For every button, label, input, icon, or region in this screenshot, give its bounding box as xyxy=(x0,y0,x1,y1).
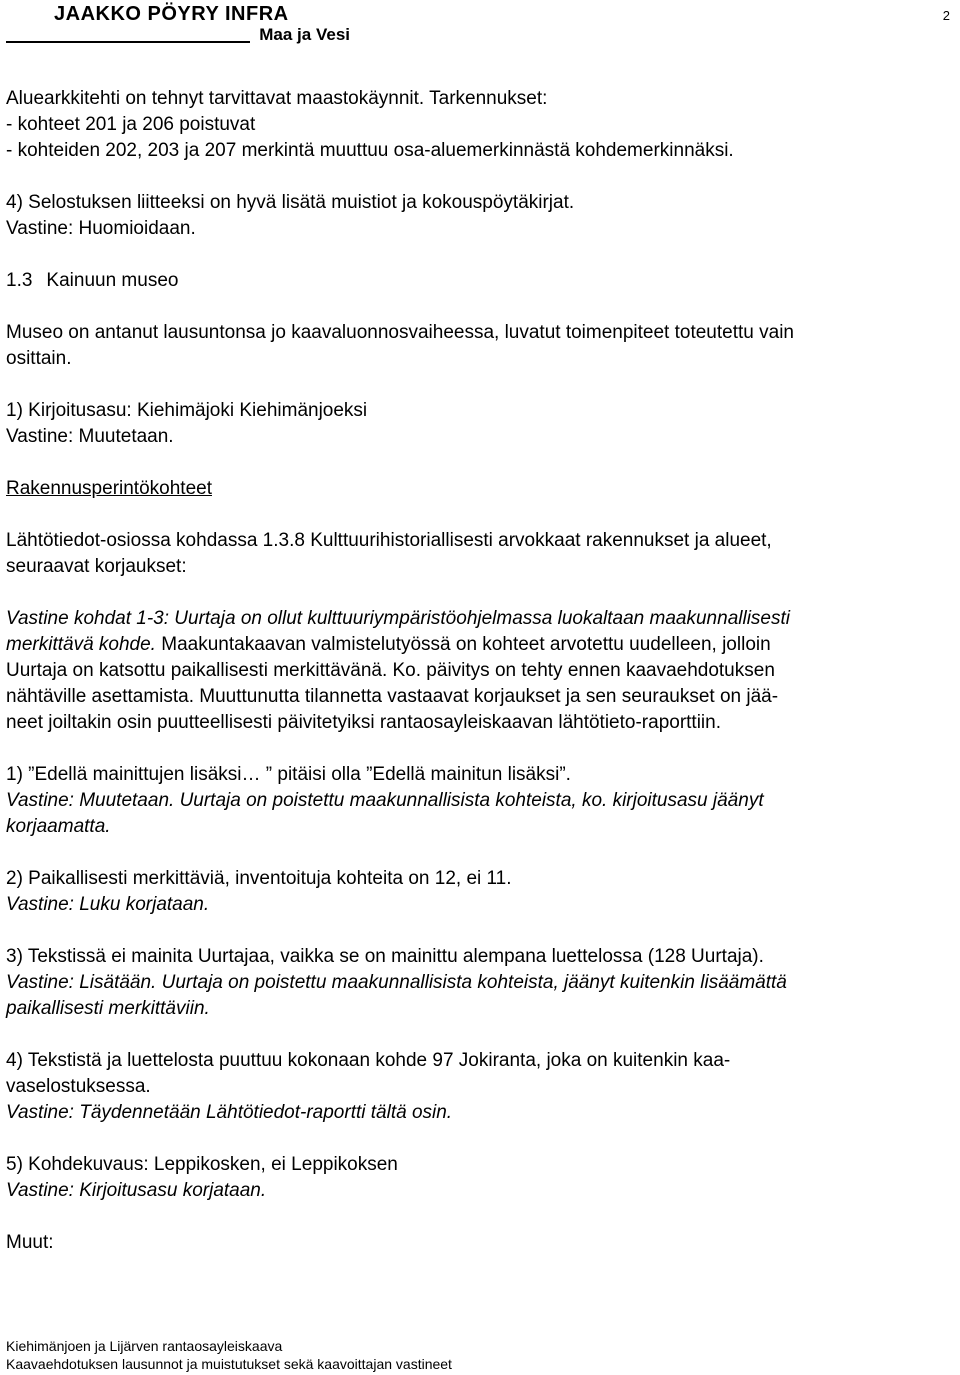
text-line: Aluearkkitehti on tehnyt tarvittavat maastokäynnit. Tarkennukset: xyxy=(6,88,548,109)
text-line: Vastine: Luku korjataan. xyxy=(6,894,210,915)
document-body xyxy=(6,86,958,1256)
text-fragment: Maakuntakaavan valmistelutyössä on kohteet arvotettu uudelleen, jolloin xyxy=(155,634,771,655)
text-line: paikallisesti merkittäviin. xyxy=(6,998,210,1019)
text-line: 3) Tekstissä ei mainita Uurtajaa, vaikka se on mainittu alempana luettelossa (128 Uurtaja). xyxy=(6,946,764,967)
text-line: Vastine: Muutetaan. xyxy=(6,426,174,447)
text-line: Uurtaja on katsottu paikallisesti merkittävänä. Ko. päivitys on tehty ennen kaavaehdotuksen xyxy=(6,660,775,681)
footer-line: Kiehimänjoen ja Lijärven rantaosayleiskaava xyxy=(6,1338,283,1354)
text-line: 2) Paikallisesti merkittäviä, inventoituja kohteita on 12, ei 11. xyxy=(6,868,512,889)
company-logo xyxy=(54,4,350,44)
logo-line-1: JAAKKO PÖYRY INFRA xyxy=(54,3,289,25)
text-line: vaselostuksessa. xyxy=(6,1076,151,1097)
text-line: 1) ”Edellä mainittujen lisäksi… ” pitäisi olla ”Edellä mainitun lisäksi”. xyxy=(6,764,571,785)
text-line: Lähtötiedot-osiossa kohdassa 1.3.8 Kulttuurihistoriallisesti arvokkaat rakennukset ja alueet, xyxy=(6,530,772,551)
logo-line-2: Maa ja Vesi xyxy=(259,25,350,44)
text-line xyxy=(6,632,958,658)
page-number: 2 xyxy=(942,8,950,23)
section-number: 1.3 xyxy=(6,270,33,291)
text-line: seuraavat korjaukset: xyxy=(6,556,187,577)
section-heading xyxy=(6,268,958,294)
text-line: korjaamatta. xyxy=(6,816,111,837)
text-line: nähtäville asettamista. Muuttunutta tilannetta vastaavat korjaukset ja sen seuraukset on jää- xyxy=(6,686,779,707)
text-line: Vastine kohdat 1-3: Uurtaja on ollut kulttuuriympäristöohjelmassa luokaltaan maakunnallisesti xyxy=(6,608,790,629)
text-line: 4) Tekstistä ja luettelosta puuttuu kokonaan kohde 97 Jokiranta, joka on kuitenkin kaa- xyxy=(6,1050,731,1071)
text-line: - kohteet 201 ja 206 poistuvat xyxy=(6,114,256,135)
text-line: Vastine: Kirjoitusasu korjataan. xyxy=(6,1180,267,1201)
text-line: 1) Kirjoitusasu: Kiehimäjoki Kiehimänjoeksi xyxy=(6,400,368,421)
text-line: Vastine: Täydennetään Lähtötiedot-raportti tältä osin. xyxy=(6,1102,453,1123)
text-line: 5) Kohdekuvaus: Leppikosken, ei Leppikoksen xyxy=(6,1154,398,1175)
text-line: Museo on antanut lausuntonsa jo kaavaluonnosvaiheessa, luvatut toimenpiteet toteutettu vain xyxy=(6,322,794,343)
section-title: Kainuun museo xyxy=(46,270,179,291)
text-line: osittain. xyxy=(6,348,72,369)
text-line: Muut: xyxy=(6,1232,54,1253)
text-line: Vastine: Huomioidaan. xyxy=(6,218,196,239)
text-line: 4) Selostuksen liitteeksi on hyvä lisätä muistiot ja kokouspöytäkirjat. xyxy=(6,192,575,213)
page-footer xyxy=(6,1337,452,1373)
text-line: Vastine: Muutetaan. Uurtaja on poistettu maakunnallisista kohteista, ko. kirjoitusasu jäänyt xyxy=(6,790,764,811)
header-rule xyxy=(6,41,250,43)
text-line: Vastine: Lisätään. Uurtaja on poistettu maakunnallisista kohteista, jäänyt kuitenkin lisäämättä xyxy=(6,972,787,993)
text-line: neet joiltakin osin puutteellisesti päivitetyiksi rantaosayleiskaavan lähtötieto-raporttiin. xyxy=(6,712,721,733)
text-line: - kohteiden 202, 203 ja 207 merkintä muuttuu osa-aluemerkinnästä kohdemerkinnäksi. xyxy=(6,140,734,161)
subheading: Rakennusperintökohteet xyxy=(6,478,212,499)
footer-line: Kaavaehdotuksen lausunnot ja muistutukset sekä kaavoittajan vastineet xyxy=(6,1356,452,1372)
text-fragment: merkittävä kohde. xyxy=(6,634,156,655)
